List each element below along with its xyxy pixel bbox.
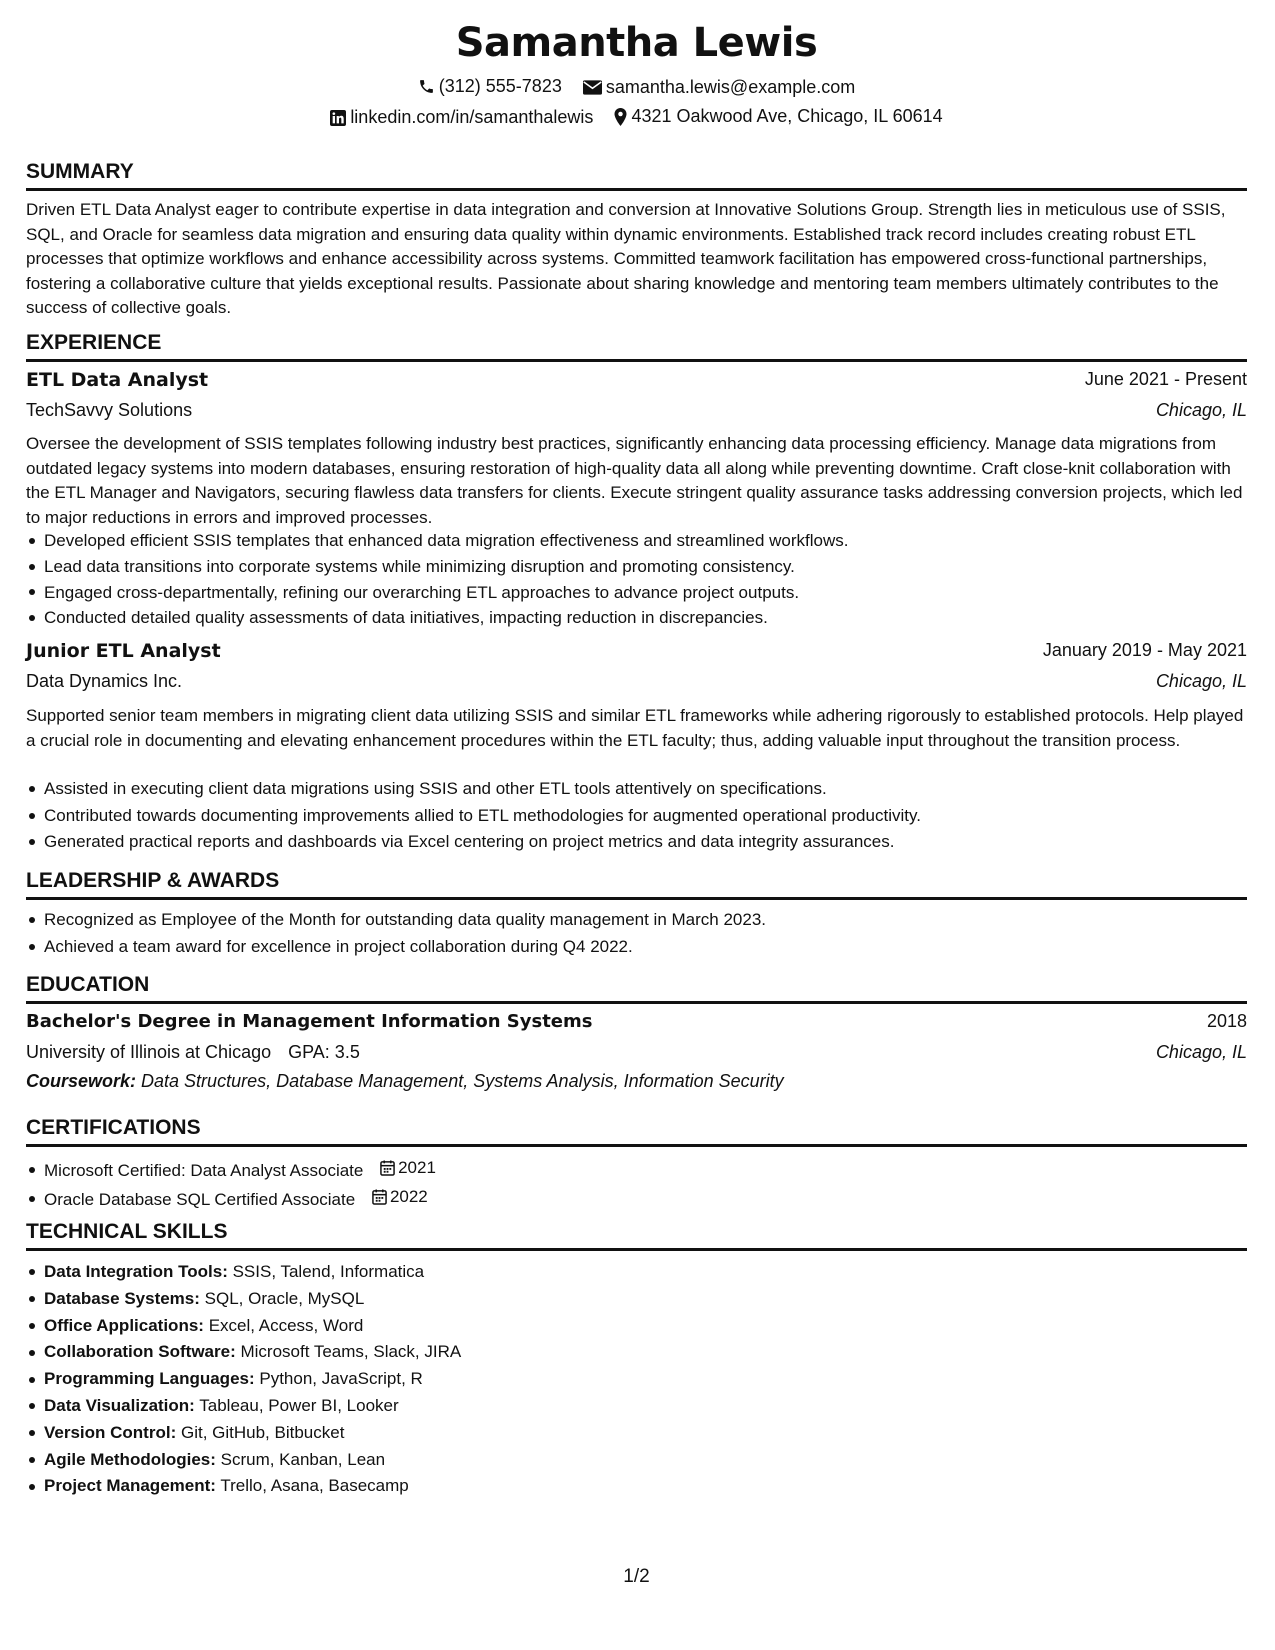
list-item [26, 1155, 436, 1184]
education-heading: EDUCATION [26, 973, 1247, 1004]
gpa: GPA: 3.5 [288, 1042, 360, 1062]
skill-label: Collaboration Software: [44, 1342, 236, 1362]
list-item: Assisted in executing client data migrations using SSIS and other ETL tools attentively on specifications. [26, 776, 921, 803]
email-contact[interactable] [583, 77, 855, 98]
list-item [26, 1420, 461, 1447]
candidate-name: Samantha Lewis [455, 20, 818, 66]
job-2-location: Chicago, IL [1155, 671, 1247, 691]
skills-list [26, 1259, 461, 1500]
job-1-dates: June 2021 - Present [1084, 369, 1247, 389]
school-line [26, 1042, 360, 1063]
job-2-bullets [26, 776, 921, 856]
leadership-heading: LEADERSHIP & AWARDS [26, 869, 1247, 900]
certification-name: Microsoft Certified: Data Analyst Associate [44, 1161, 364, 1180]
job-1-bullets [26, 528, 849, 631]
graduation-year: 2018 [1206, 1011, 1247, 1031]
home-address: 4321 Oakwood Ave, Chicago, IL 60614 [631, 106, 943, 126]
job-2-title: Junior ETL Analyst [26, 640, 221, 662]
skill-label: Version Control: [44, 1422, 177, 1442]
education-header [26, 1011, 1247, 1032]
skill-label: Programming Languages: [44, 1369, 255, 1389]
linkedin-url: linkedin.com/in/samanthalewis [350, 107, 594, 127]
job-2-subheader [26, 671, 1247, 692]
skill-value: Microsoft Teams, Slack, JIRA [240, 1342, 462, 1362]
school-name: University of Illinois at Chicago [26, 1042, 272, 1062]
calendar-icon [380, 1160, 395, 1176]
certifications-heading: CERTIFICATIONS [26, 1116, 1247, 1147]
page-number: 1/2 [623, 1566, 650, 1587]
job-1-location: Chicago, IL [1155, 400, 1247, 420]
list-item [26, 1473, 461, 1500]
skill-label: Agile Methodologies: [44, 1449, 216, 1469]
skills-heading: TECHNICAL SKILLS [26, 1220, 1247, 1251]
summary-heading: SUMMARY [26, 160, 1247, 191]
list-item: Developed efficient SSIS templates that enhanced data migration effectiveness and streamlined workflows. [26, 528, 849, 554]
job-2-description: Supported senior team members in migrating client data utilizing SSIS and similar ETL frameworks while adhering rigorously to established protocols. Help played a crucial role in documenting and elevating enhancement procedures within the ETL faculty; thus, adding valuable input throughout the transition process. [26, 706, 1244, 750]
skill-label: Data Visualization: [44, 1395, 195, 1415]
map-pin-icon [614, 108, 627, 126]
job-1-header [26, 369, 1247, 391]
contact-line-2 [26, 106, 1247, 131]
certification-name: Oracle Database SQL Certified Associate [44, 1190, 356, 1209]
job-2-dates: January 2019 - May 2021 [1042, 640, 1247, 660]
skill-value: Git, GitHub, Bitbucket [180, 1422, 345, 1442]
skill-value: SSIS, Talend, Informatica [232, 1262, 425, 1281]
list-item: Contributed towards documenting improvements allied to ETL methodologies for augmented operational productivity. [26, 803, 921, 830]
skill-label: Data Integration Tools: [44, 1262, 228, 1281]
certification-date [380, 1155, 436, 1181]
list-item [26, 1366, 461, 1393]
degree-title: Bachelor's Degree in Management Information Systems [26, 1011, 593, 1032]
email-address: samantha.lewis@example.com [605, 77, 856, 97]
job-1-description: Oversee the development of SSIS templates following industry best practices, significantly enhancing data processing efficiency. Manage data migrations from outdated legacy systems into modern databases, ensuring restoration of high-quality data all along while preventing downtime. Craft close-knit collaboration with the ETL Manager and Navigators, securing flawless data transfers for clients. Execute stringent quality assurance tasks addressing conversion projects, which led to major reductions in errors and improved processes. [26, 434, 1243, 527]
skill-value: Trello, Asana, Basecamp [220, 1476, 409, 1496]
leadership-list [26, 907, 766, 960]
skill-value: Tableau, Power BI, Looker [199, 1395, 399, 1415]
list-item [26, 1313, 461, 1340]
list-item [26, 1259, 461, 1286]
list-item: Conducted detailed quality assessments of data initiatives, impacting reduction in discrepancies. [26, 605, 849, 631]
list-item [26, 1286, 461, 1313]
skill-label: Project Management: [44, 1476, 216, 1496]
certification-year: 2021 [398, 1158, 436, 1177]
list-item [26, 1447, 461, 1474]
skill-value: Scrum, Kanban, Lean [220, 1449, 386, 1469]
list-item: Lead data transitions into corporate systems while minimizing disruption and promoting consistency. [26, 554, 849, 580]
school-location: Chicago, IL [1155, 1042, 1247, 1062]
job-2-company: Data Dynamics Inc. [26, 671, 183, 691]
list-item: Recognized as Employee of the Month for outstanding data quality management in March 2023. [26, 907, 766, 934]
experience-heading: EXPERIENCE [26, 331, 1247, 362]
address-contact [614, 106, 942, 127]
skill-value: Python, JavaScript, R [259, 1369, 423, 1389]
list-item [26, 1339, 461, 1366]
resume-page [26, 0, 1247, 1650]
linkedin-contact[interactable] [330, 107, 593, 128]
skill-label: Office Applications: [44, 1315, 204, 1335]
phone-contact[interactable] [418, 76, 562, 97]
job-1-company: TechSavvy Solutions [26, 400, 193, 420]
certification-year: 2022 [389, 1187, 428, 1206]
education-subheader [26, 1042, 1247, 1063]
list-item: Generated practical reports and dashboards via Excel centering on project metrics and data integrity assurances. [26, 829, 921, 856]
skill-value: SQL, Oracle, MySQL [204, 1288, 365, 1308]
list-item [26, 1184, 436, 1213]
coursework-line [26, 1071, 1247, 1092]
coursework-label: Coursework: [26, 1071, 137, 1091]
job-1-title: ETL Data Analyst [26, 369, 209, 391]
skill-value: Excel, Access, Word [208, 1315, 364, 1335]
list-item: Engaged cross-departmentally, refining our overarching ETL approaches to advance project outputs. [26, 580, 849, 606]
phone-icon [418, 78, 435, 95]
certification-date [372, 1184, 428, 1210]
linkedin-icon [330, 110, 346, 126]
coursework-list: Data Structures, Database Management, Systems Analysis, Information Security [141, 1071, 784, 1091]
phone-number: (312) 555-7823 [438, 76, 562, 96]
job-2-header [26, 640, 1247, 662]
job-1-subheader [26, 400, 1247, 421]
certifications-list [26, 1155, 436, 1213]
envelope-icon [583, 80, 602, 95]
calendar-icon [372, 1189, 387, 1205]
list-item [26, 1393, 461, 1420]
contact-line-1 [26, 76, 1247, 100]
summary-text: Driven ETL Data Analyst eager to contribute expertise in data integration and conversion at Innovative Solutions Group. Strength lies in meticulous use of SSIS, SQL, and Oracle for seamless data migration and ensuring data quality within dynamic environments. Established track record includes creating robust ETL processes that optimize workflows and enhance accessibility across systems. Committed teamwork facilitation has empowered cross-functional partnerships, fostering a collaborative culture that yields exceptional results. Passionate about sharing knowledge and mentoring team members ultimately contributes to the success of collective goals. [26, 200, 1226, 317]
skill-label: Database Systems: [44, 1288, 200, 1308]
list-item: Achieved a team award for excellence in project collaboration during Q4 2022. [26, 934, 766, 961]
